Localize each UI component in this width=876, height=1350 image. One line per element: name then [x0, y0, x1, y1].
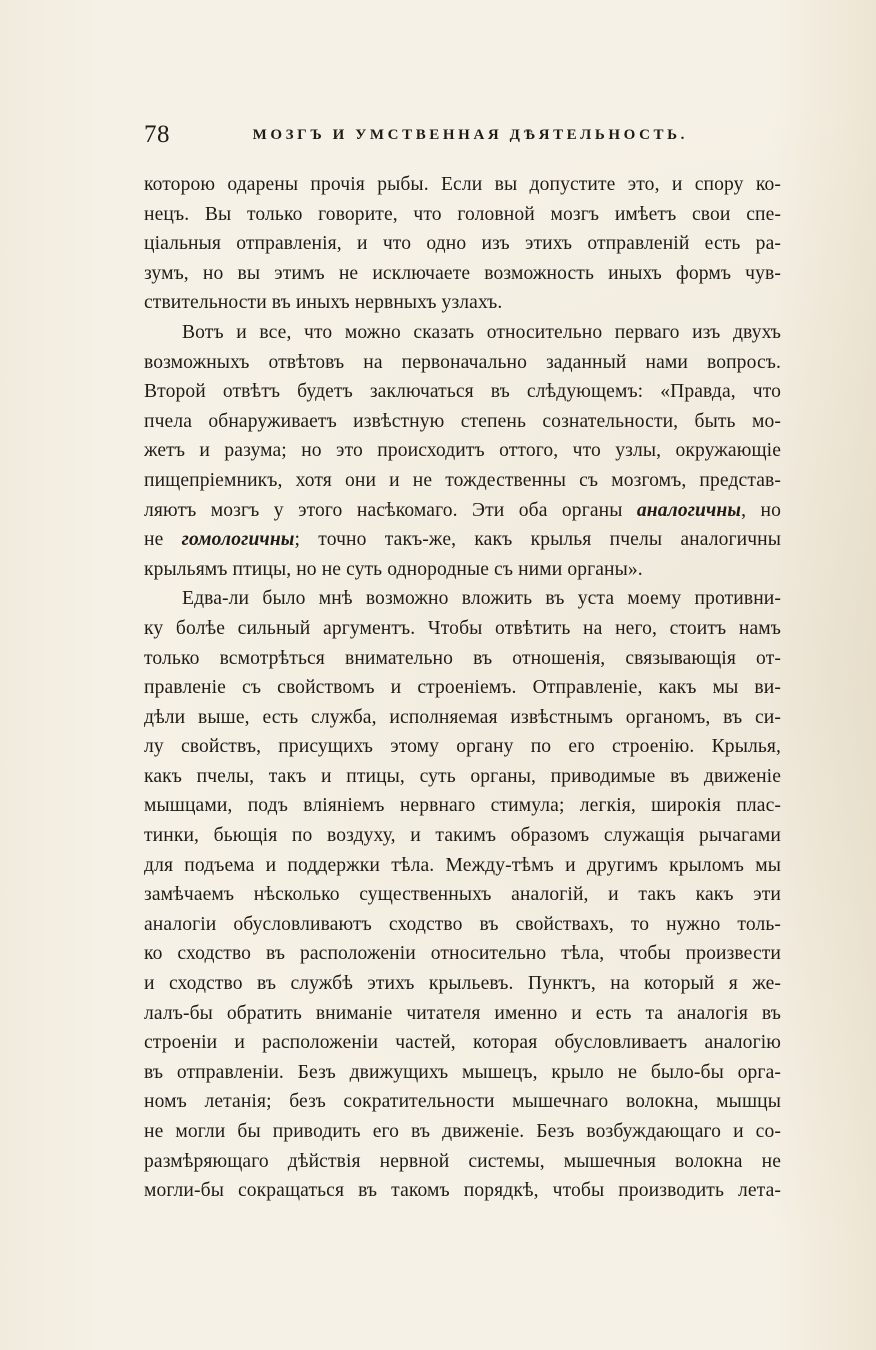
text-line: замѣчаемъ нѣсколько существенныхъ аналогій, и такъ какъ эти	[144, 884, 781, 906]
text-line: дѣли выше, есть служба, исполняемая извѣстнымъ органомъ, въ си-	[144, 706, 781, 728]
text-line: аналогіи обусловливаютъ сходство въ свойствахъ, то нужно толь-	[144, 913, 781, 935]
text-line	[144, 496, 781, 526]
text-line: размѣряющаго дѣйствія нервной системы, мышечныя волокна не	[144, 1150, 781, 1172]
running-title: МОЗГЪ И УМСТВЕННАЯ ДѢЯТЕЛЬНОСТЬ.	[252, 127, 688, 143]
text-line: могли-бы сокращаться въ такомъ порядкѣ, чтобы производить лета-	[144, 1180, 781, 1202]
text-line: и сходство въ службѣ этихъ крыльевъ. Пунктъ, на который я же-	[144, 973, 781, 995]
text-line: зумъ, но вы этимъ не исключаете возможность иныхъ формъ чув-	[144, 262, 781, 284]
text-line: не могли бы приводить его въ движеніе. Безъ возбуждающаго и со-	[144, 1121, 781, 1142]
text-run: ; точно такъ-же, какъ крылья пчелы аналогичны	[294, 529, 781, 551]
text-line: мышцами, подъ вліяніемъ нервнаго стимула; легкія, широкія плас-	[144, 795, 781, 817]
text-line: пчела обнаруживаетъ извѣстную степень сознательности, быть мо-	[144, 410, 781, 432]
text-line: ко сходство въ расположеніи относительно тѣла, чтобы произвести	[144, 943, 781, 965]
text-line: крыльямъ птицы, но не суть однородные съ ними органы».	[144, 558, 643, 580]
text-line: для подъема и поддержки тѣла. Между-тѣмъ и другимъ крыломъ мы	[144, 854, 781, 876]
text-line: лу свойствъ, присущихъ этому органу по его строенію. Крылья,	[144, 736, 781, 758]
page-header	[144, 117, 688, 153]
emphasized-term: аналогичны	[636, 499, 742, 521]
text-line: пищепріемникъ, хотя они и не тождественны съ мозгомъ, представ-	[144, 469, 781, 491]
text-line: какъ пчелы, такъ и птицы, суть органы, приводимые въ движеніе	[144, 765, 781, 787]
text-run: , но	[741, 499, 781, 521]
text-line: строеніи и расположеніи частей, которая обусловливаетъ аналогію	[144, 1032, 781, 1054]
text-line: которою одарены прочія рыбы. Если вы допустите это, и спору ко-	[144, 174, 781, 195]
page-number: 78	[144, 121, 170, 148]
text-line: Второй отвѣтъ будетъ заключаться въ слѣдующемъ: «Правда, что	[144, 381, 781, 403]
text-line: номъ летанія; безъ сократительности мышечнаго волокна, мышцы	[144, 1091, 781, 1113]
text-line	[144, 525, 781, 555]
text-line: Едва-ли было мнѣ возможно вложить въ уста моему противни-	[182, 588, 781, 610]
text-line: Вотъ и все, что можно сказать относительно перваго изъ двухъ	[182, 321, 781, 343]
text-run: не	[144, 529, 182, 551]
text-line: въ отправленіи. Безъ движущихъ мышецъ, крыло не было-бы орга-	[144, 1061, 781, 1083]
text-line: возможныхъ отвѣтовъ на первоначально заданный нами вопросъ.	[144, 351, 781, 373]
text-run: ляютъ мозгъ у этого насѣкомаго. Эти оба органы	[144, 499, 637, 521]
text-line: тинки, бьющія по воздуху, и такимъ образомъ служащія рычагами	[144, 825, 781, 847]
text-line: ствительности въ иныхъ нервныхъ узлахъ.	[144, 292, 503, 314]
text-line: ку болѣе сильный аргументъ. Чтобы отвѣтить на него, стоитъ намъ	[144, 617, 781, 639]
text-line: ціальныя отправленія, и что одно изъ этихъ отправленій есть ра-	[144, 233, 781, 255]
emphasized-term: гомологичны	[181, 529, 295, 551]
text-line: нецъ. Вы только говорите, что головной мозгъ имѣетъ свои спе-	[144, 203, 781, 225]
text-line: жетъ и разума; но это происходитъ оттого, что узлы, окружающіе	[144, 440, 781, 462]
text-line: только всмотрѣться внимательно въ отношенія, связывающія от-	[144, 647, 781, 669]
text-line: лалъ-бы обратить вниманіе читателя именно и есть та аналогія въ	[144, 1002, 781, 1024]
body-text	[144, 170, 781, 1206]
text-line: правленіе съ свойствомъ и строеніемъ. Отправленіе, какъ мы ви-	[144, 677, 781, 699]
